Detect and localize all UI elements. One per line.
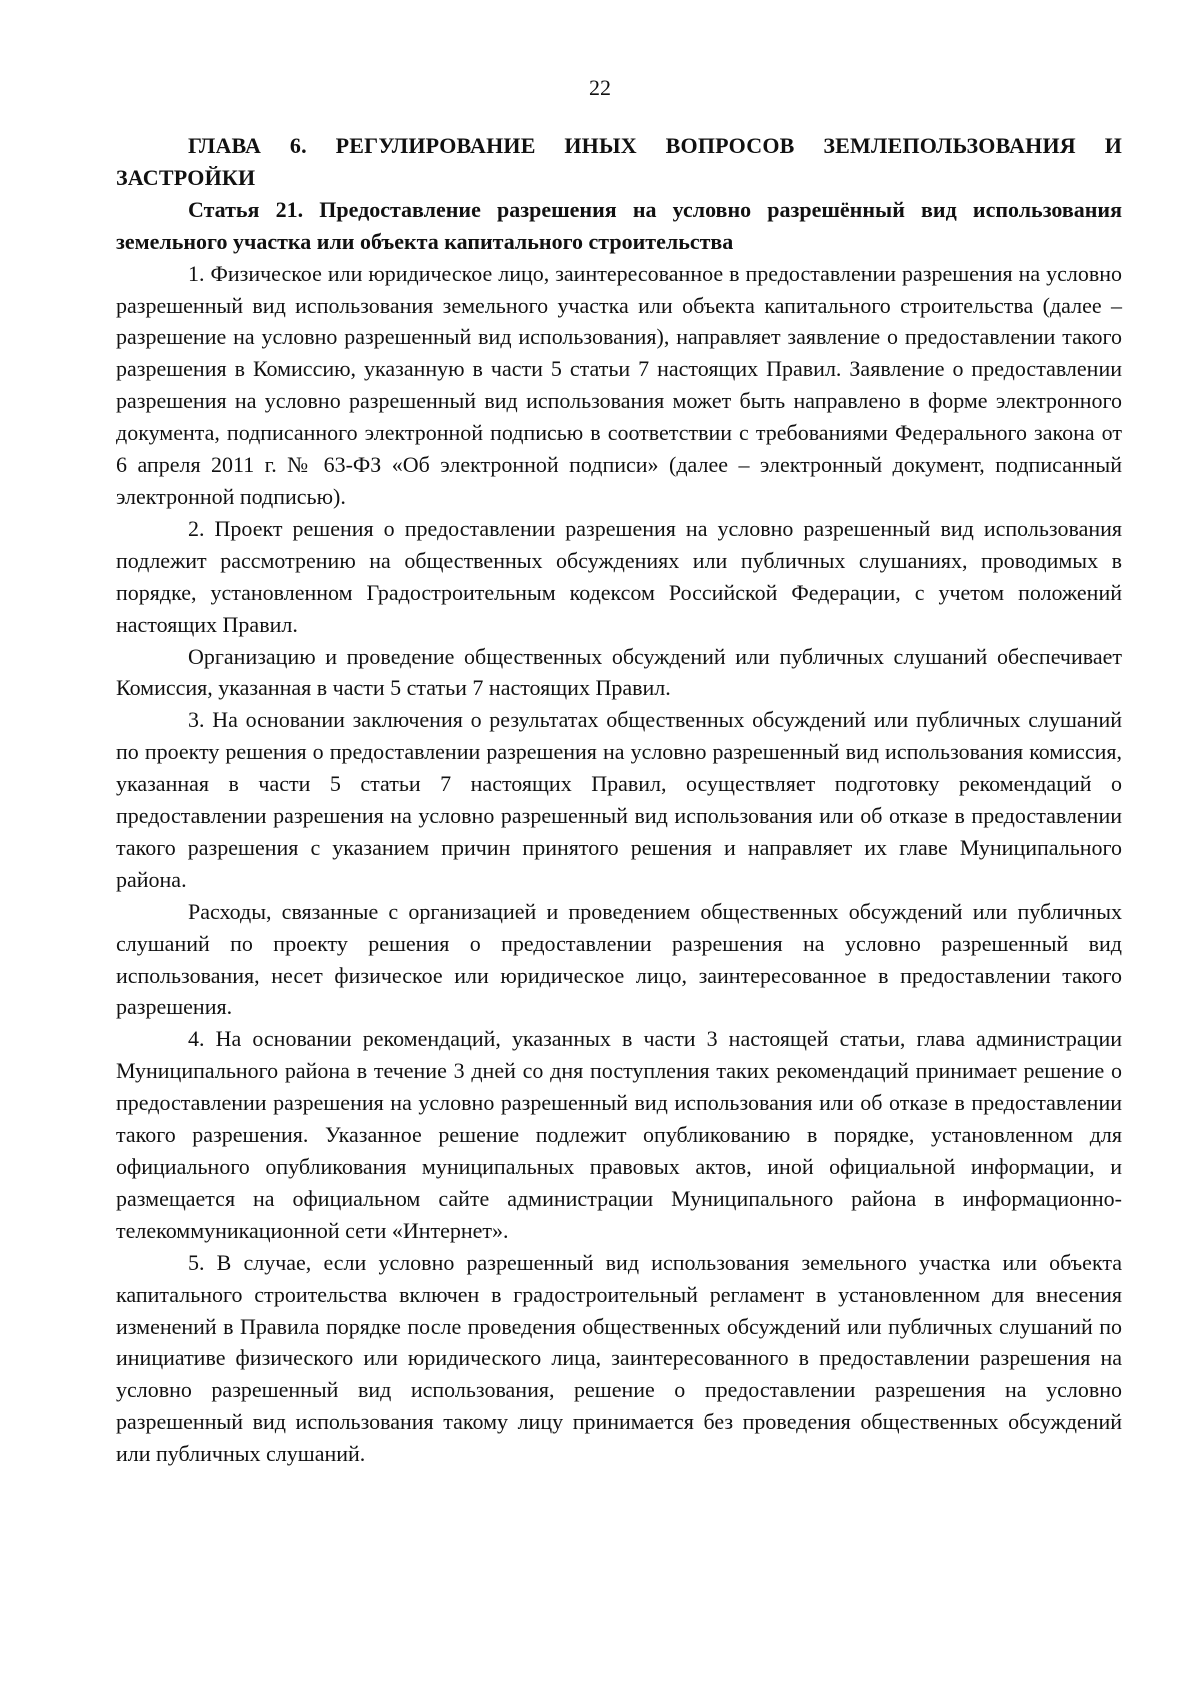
paragraph-3: 3. На основании заключения о результатах общественных обсуждений или публичных слушаний по проекту решения о предоставлении разрешения на условно разрешенный вид использования комиссия, указанная в части 5 статьи 7 настоящих Правил, осуществляет подготовку рекомендаций о предоставлении разрешения на условно разрешенный вид использования или об отказе в предоставлении такого разрешения с указанием причин принятого решения и направляет их главе Муниципального района. <box>116 707 1122 892</box>
paragraph-2-organization: Организацию и проведение общественных обсуждений или публичных слушаний обеспечивает Комиссия, указанная в части 5 статьи 7 настоящих Правил. <box>116 643 1122 701</box>
document-body <box>116 130 1122 1470</box>
paragraph-2: 2. Проект решения о предоставлении разрешения на условно разрешенный вид использования подлежит рассмотрению на общественных обсуждениях или публичных слушаниях, проводимых в порядке, установленном Градостроительным кодексом Российской Федерации, с учетом положений настоящих Правил. <box>116 515 1122 637</box>
paragraph-1: 1. Физическое или юридическое лицо, заинтересованное в предоставлении разрешения на условно разрешенный вид использования земельного участка или объекта капитального строительства (далее – разрешение на условно разрешенный вид использования), направляет заявление о предоставлении такого разрешения в Комиссию, указанную в части 5 статьи 7 настоящих Правил. Заявление о предоставлении разрешения на условно разрешенный вид использования может быть направлено в форме электронного документа, подписанного электронной подписью в соответствии с требованиями Федерального закона от 6 апреля 2011 г. № 63-ФЗ «Об электронной подписи» (далее – электронный документ, подписанный электронной подписью). <box>116 260 1122 509</box>
chapter-title: ГЛАВА 6. РЕГУЛИРОВАНИЕ ИНЫХ ВОПРОСОВ ЗЕМЛЕПОЛЬЗОВАНИЯ И ЗАСТРОЙКИ <box>116 133 1122 190</box>
article-title: Статья 21. Предоставление разрешения на условно разрешённый вид использования земельного участка или объекта капитального строительства <box>116 196 1122 254</box>
page-number: 22 <box>589 75 611 100</box>
paragraph-3-expenses: Расходы, связанные с организацией и проведением общественных обсуждений или публичных слушаний по проекту решения о предоставлении разрешения на условно разрешенный вид использования, несет физическое или юридическое лицо, заинтересованное в предоставлении такого разрешения. <box>116 898 1122 1020</box>
paragraph-5: 5. В случае, если условно разрешенный вид использования земельного участка или объекта капитального строительства включен в градостроительный регламент в установленном для внесения изменений в Правила порядке после проведения общественных обсуждений или публичных слушаний по инициативе физического или юридического лица, заинтересованного в предоставлении разрешения на условно разрешенный вид использования, решение о предоставлении разрешения на условно разрешенный вид использования такому лицу принимается без проведения общественных обсуждений или публичных слушаний. <box>116 1249 1122 1467</box>
paragraph-4: 4. На основании рекомендаций, указанных в части 3 настоящей статьи, глава администрации Муниципального района в течение 3 дней со дня поступления таких рекомендаций принимает решение о предоставлении разрешения на условно разрешенный вид использования или об отказе в предоставлении такого разрешения. Указанное решение подлежит опубликованию в порядке, установленном для официального опубликования муниципальных правовых актов, иной официальной информации, и размещается на официальном сайте администрации Муниципального района в информационно-телекоммуникационной сети «Интернет». <box>116 1026 1122 1243</box>
